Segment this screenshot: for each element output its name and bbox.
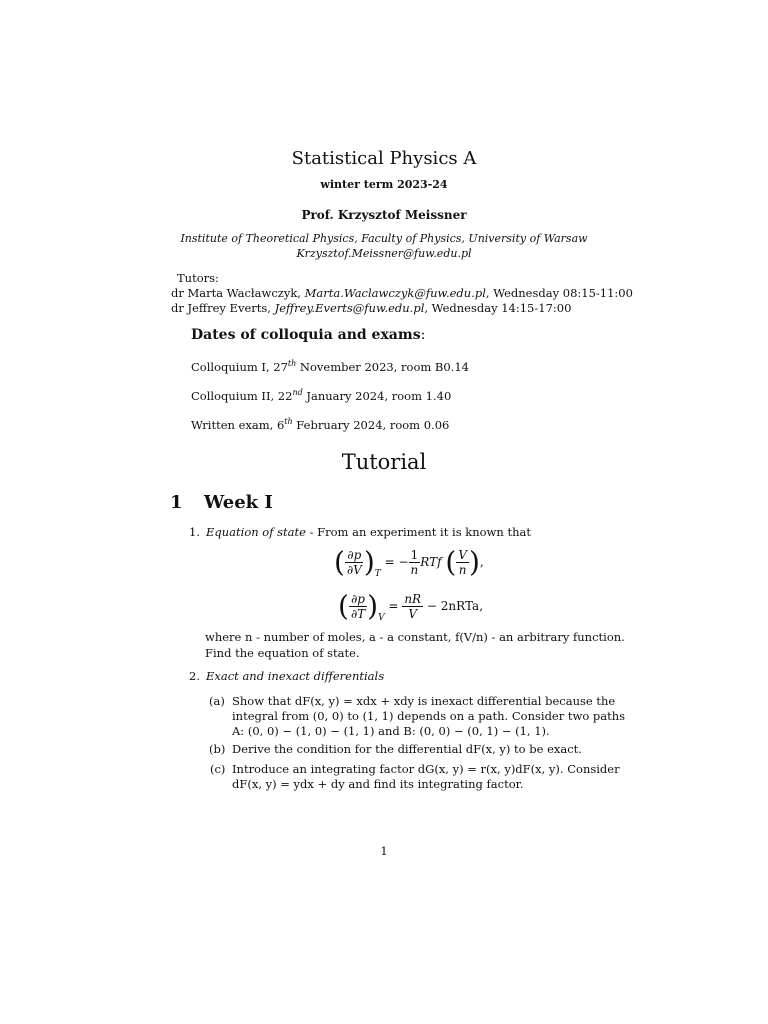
professor-email: Krzysztof.Meissner@fuw.edu.pl <box>296 247 472 260</box>
equation-2: ( $\frac{\partial p}{\partial T}$ )$_V$ = $\frac{nR}{V}$ − 2nRTa, <box>338 589 484 623</box>
tutor-line <box>171 286 633 300</box>
tutorial-heading: Tutorial <box>341 450 427 474</box>
tutor-name: dr Jeffrey Everts, <box>171 301 275 315</box>
part-a-line: Show that dF(x, y) = xdx + xdy is inexact differential because the <box>232 694 616 708</box>
part-label: (b) <box>209 742 226 756</box>
part-label: (a) <box>209 694 225 708</box>
dates-heading: Dates of colloquia and exams: <box>191 327 426 343</box>
tutor-hours: , Wednesday 08:15-11:00 <box>485 286 633 300</box>
part-c-line: dF(x, y) = ydx + dy and find its integrating factor. <box>232 777 524 791</box>
part-a-line: integral from (0, 0) to (1, 1) depends on a path. Consider two paths <box>232 709 626 723</box>
problem-2-number: 2. <box>189 669 200 683</box>
tutor-name: dr Marta Wacławczyk, <box>171 286 305 300</box>
tutor-email: Marta.Waclawczyk@fuw.edu.pl <box>304 286 486 300</box>
section-title: Week I <box>204 492 273 513</box>
problem-1-statement: Equation of state - From an experiment it is known that <box>206 525 531 539</box>
problem-1-number: 1. <box>189 525 200 539</box>
date-item: Colloquium I, 27th November 2023, room B0.14 <box>191 359 469 374</box>
part-label: (c) <box>210 762 226 776</box>
page-number: 1 <box>380 844 388 858</box>
part-b-line: Derive the condition for the differential dF(x, y) to be exact. <box>232 742 582 756</box>
problem-1-task: Find the equation of state. <box>205 646 360 660</box>
document-title: Statistical Physics A <box>291 148 477 169</box>
date-item: Written exam, 6th February 2024, room 0.06 <box>191 417 450 432</box>
term-line: winter term 2023-24 <box>320 178 448 191</box>
section-number: 1 <box>170 492 183 513</box>
institute-line: Institute of Theoretical Physics, Faculty of Physics, University of Warsaw <box>180 232 588 245</box>
problem-1-definitions: where n - number of moles, a - a constant, f(V/n) - an arbitrary function. <box>205 630 625 644</box>
tutor-hours: , Wednesday 14:15-17:00 <box>424 301 572 315</box>
part-c-line: Introduce an integrating factor dG(x, y) = r(x, y)dF(x, y). Consider <box>232 762 620 776</box>
professor-name: Prof. Krzysztof Meissner <box>301 208 467 222</box>
equation-1: ( $\frac{\partial p}{\partial V}$ )$_T$ = − $\frac{1}{n}$ RTf ( $\frac{V}{n}$ ), <box>334 545 484 579</box>
tutor-email: Jeffrey.Everts@fuw.edu.pl <box>274 301 425 315</box>
part-a-line: A: (0, 0) − (1, 0) − (1, 1) and B: (0, 0) − (0, 1) − (1, 1). <box>232 724 550 738</box>
tutor-line <box>171 301 571 315</box>
date-item: Colloquium II, 22nd January 2024, room 1.40 <box>191 388 452 403</box>
problem-2-title: Exact and inexact differentials <box>206 669 385 683</box>
tutors-label: Tutors: <box>177 271 219 285</box>
